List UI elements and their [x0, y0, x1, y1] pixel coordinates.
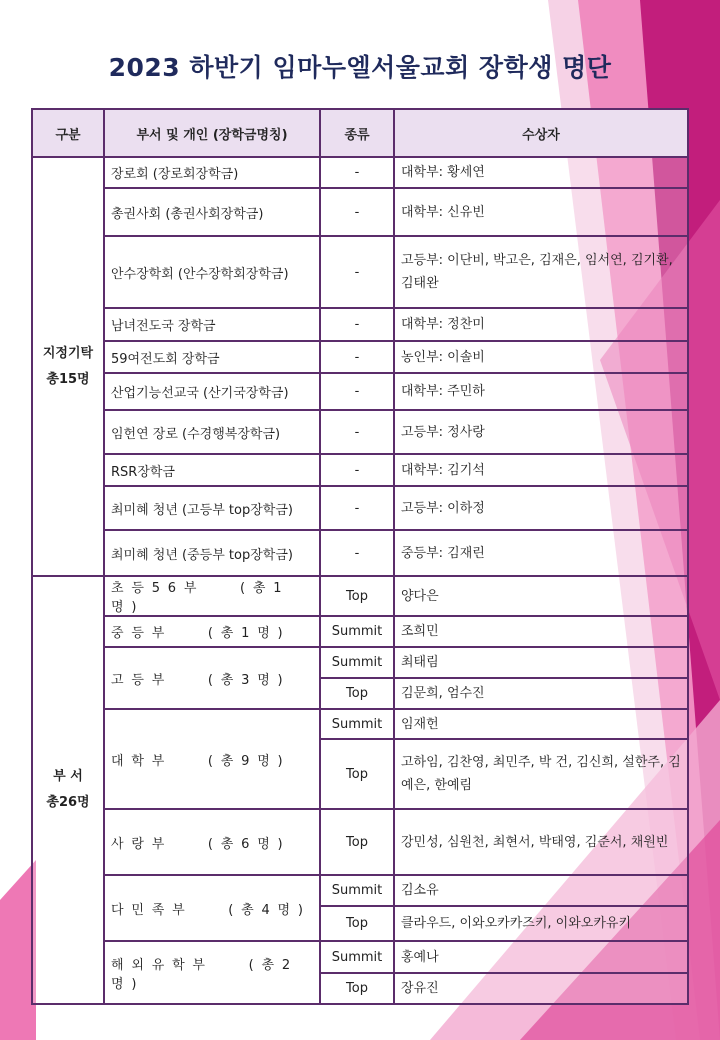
recipients: 대학부: 황세연 — [394, 157, 688, 188]
scholarship-name: 최미혜 청년 (고등부 top장학금) — [104, 486, 320, 530]
recipients: 양다은 — [394, 576, 688, 616]
scholarship-name: 59여전도회 장학금 — [104, 341, 320, 373]
category-department — [32, 576, 104, 1004]
recipients: 김문희, 엄수진 — [394, 678, 688, 709]
table-row — [32, 188, 688, 236]
header-recipients: 수상자 — [394, 109, 688, 157]
department-label: 중등부 — [111, 626, 173, 641]
award-type: Top — [320, 576, 394, 616]
table-row — [32, 486, 688, 530]
category-label: 부 서 — [53, 769, 83, 784]
recipients: 홍예나 — [394, 941, 688, 973]
scholarship-type: - — [320, 486, 394, 530]
department-label: 다민족부 — [111, 902, 193, 918]
scholarship-type: - — [320, 188, 394, 236]
scholarship-name: 총권사회 (총권사회장학금) — [104, 188, 320, 236]
recipients: 임재헌 — [394, 709, 688, 739]
recipients: 클라우드, 이와오카카즈키, 이와오카유키 — [394, 906, 688, 941]
table-row — [32, 341, 688, 373]
department-name — [104, 576, 320, 616]
table-row — [32, 809, 688, 875]
separator — [213, 958, 249, 973]
scholarship-type: - — [320, 454, 394, 486]
department-name — [104, 616, 320, 647]
scholarship-name: RSR장학금 — [104, 454, 320, 486]
award-type: Top — [320, 809, 394, 875]
table-row — [32, 709, 688, 739]
department-count: (총3명) — [207, 672, 291, 688]
department-count: (총2명) — [111, 957, 298, 992]
scholarship-name: 임헌연 장로 (수경행복장학금) — [104, 410, 320, 454]
department-name — [104, 809, 320, 875]
department-label: 고등부 — [111, 672, 173, 688]
table-row — [32, 875, 688, 906]
recipients: 농인부: 이솔비 — [394, 341, 688, 373]
department-label: 대학부 — [111, 753, 173, 769]
recipients: 최태림 — [394, 647, 688, 678]
recipients: 중등부: 김재린 — [394, 530, 688, 576]
recipients: 대학부: 신유빈 — [394, 188, 688, 236]
table-row — [32, 576, 688, 616]
department-name — [104, 709, 320, 809]
recipients: 장유진 — [394, 973, 688, 1004]
recipients: 김소유 — [394, 875, 688, 906]
table-row — [32, 308, 688, 341]
table-row — [32, 616, 688, 647]
recipients: 대학부: 김기석 — [394, 454, 688, 486]
category-designated — [32, 157, 104, 576]
department-count: (총1명) — [111, 581, 290, 615]
department-count: (총4명) — [228, 902, 311, 918]
award-type: Top — [320, 973, 394, 1004]
department-count: (총6명) — [207, 836, 291, 852]
table-row — [32, 941, 688, 973]
table-row — [32, 236, 688, 308]
scholarship-type: - — [320, 373, 394, 410]
recipients: 조희민 — [394, 616, 688, 647]
table-row — [32, 530, 688, 576]
category-label: 지정기탁 — [42, 345, 94, 361]
scholarship-table — [31, 108, 689, 1005]
award-type: Top — [320, 739, 394, 809]
department-label: 해외유학부 — [111, 957, 213, 973]
department-label: 초등56부 — [111, 581, 205, 596]
award-type: Summit — [320, 941, 394, 973]
category-total: 총15명 — [46, 371, 90, 387]
scholarship-type: - — [320, 157, 394, 188]
table-row — [32, 647, 688, 678]
scholarship-name: 장로회 (장로회장학금) — [104, 157, 320, 188]
department-label: 사랑부 — [111, 836, 173, 852]
separator — [192, 903, 228, 918]
award-type: Top — [320, 906, 394, 941]
recipients: 고등부: 이단비, 박고은, 김재은, 임서연, 김기환, 김태완 — [394, 236, 688, 308]
scholarship-name: 산업기능선교국 (산기국장학금) — [104, 373, 320, 410]
separator — [172, 626, 208, 641]
table-header-row — [32, 109, 688, 157]
department-name — [104, 647, 320, 709]
recipients: 고하임, 김찬영, 최민주, 박 건, 김신희, 설한주, 김예은, 한예림 — [394, 739, 688, 809]
award-type: Summit — [320, 875, 394, 906]
department-name — [104, 941, 320, 1004]
scholarship-name: 최미혜 청년 (중등부 top장학금) — [104, 530, 320, 576]
table-row — [32, 373, 688, 410]
award-type: Summit — [320, 616, 394, 647]
separator — [204, 581, 240, 596]
scholarship-type: - — [320, 341, 394, 373]
department-name — [104, 875, 320, 941]
separator — [172, 754, 208, 769]
scholarship-type: - — [320, 236, 394, 308]
award-type: Top — [320, 678, 394, 709]
scholarship-name: 안수장학회 (안수장학회장학금) — [104, 236, 320, 308]
scholarship-type: - — [320, 410, 394, 454]
category-total: 총26명 — [46, 795, 90, 810]
table-row — [32, 410, 688, 454]
separator — [172, 837, 208, 852]
award-type: Summit — [320, 647, 394, 678]
table-row — [32, 454, 688, 486]
recipients: 대학부: 주민하 — [394, 373, 688, 410]
department-count: (총9명) — [207, 753, 291, 769]
header-dept: 부서 및 개인 (장학금명칭) — [104, 109, 320, 157]
header-type: 종류 — [320, 109, 394, 157]
scholarship-name: 남녀전도국 장학금 — [104, 308, 320, 341]
award-type: Summit — [320, 709, 394, 739]
department-count: (총1명) — [207, 626, 291, 641]
table-row — [32, 157, 688, 188]
recipients: 고등부: 이하정 — [394, 486, 688, 530]
recipients: 강민성, 심원천, 최현서, 박태영, 김준서, 채원빈 — [394, 809, 688, 875]
scholarship-type: - — [320, 308, 394, 341]
page-title: 2023 하반기 임마누엘서울교회 장학생 명단 — [108, 53, 612, 82]
header-category: 구분 — [32, 109, 104, 157]
recipients: 대학부: 정찬미 — [394, 308, 688, 341]
recipients: 고등부: 정사랑 — [394, 410, 688, 454]
separator — [172, 673, 208, 688]
scholarship-type: - — [320, 530, 394, 576]
